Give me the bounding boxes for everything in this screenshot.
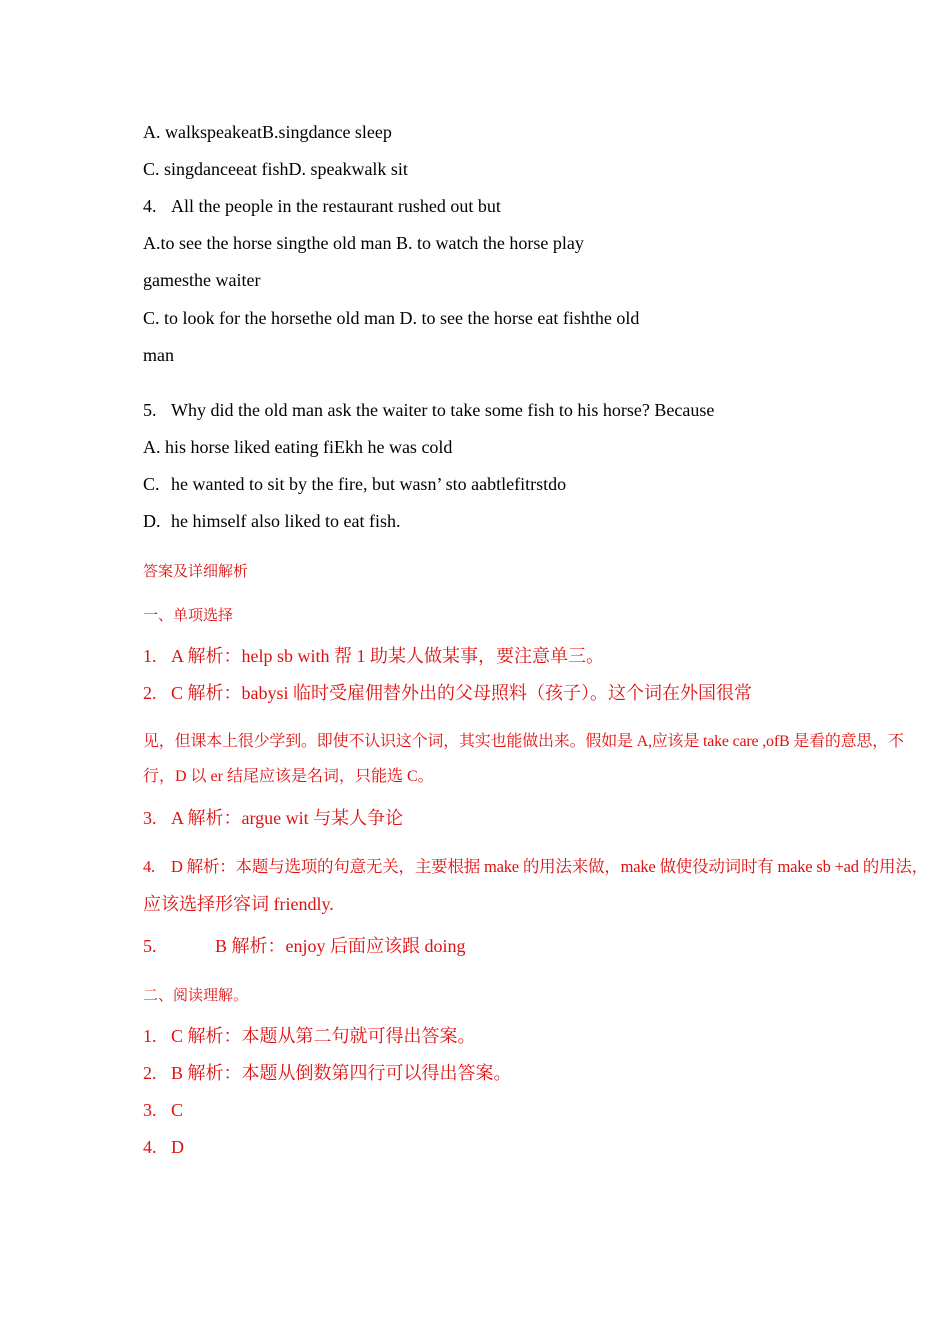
q5-option-a: A. his horse liked eating fiEkh he was cold — [143, 437, 453, 457]
answer-s1-3 — [143, 807, 403, 829]
q4-options-cd-line2: man — [143, 345, 174, 365]
q5-stem — [143, 399, 714, 421]
answer-text: C — [171, 1100, 184, 1120]
section2-heading: 二、阅读理解。 — [143, 988, 249, 1004]
q4-number: 4. — [143, 196, 157, 216]
q4-text: All the people in the restaurant rushed out but — [171, 196, 501, 216]
q5-number: 5. — [143, 400, 157, 420]
q5-text: Why did the old man ask the waiter to take some fish to his horse? Because — [171, 400, 715, 420]
q5-option-c-text: he wanted to sit by the fire, but wasn’ sto aabtlefitrstdo — [171, 474, 567, 494]
q4-options-ab-line2: gamesthe waiter — [143, 270, 261, 290]
q4-options-ab-line1: A.to see the horse singthe old man B. to watch the horse play — [143, 233, 584, 253]
answer-text: C 解析：babysi 临时受雇佣替外出的父母照料（孩子）。这个词在外国很常 — [171, 683, 752, 703]
answer-s2-4 — [143, 1136, 184, 1158]
answer-number: 2. — [143, 1063, 157, 1083]
q5-option-c-label: C. — [143, 474, 160, 494]
q5-option-d-text: he himself also liked to eat fish. — [171, 511, 401, 531]
answer-number: 5. — [143, 936, 157, 956]
answer-number: 4. — [143, 857, 155, 876]
section1-heading: 一、单项选择 — [143, 608, 234, 624]
answer-text: A 解析：help sb with 帮 1 助某人做某事，要注意单三。 — [171, 646, 605, 666]
answer-s1-5 — [143, 935, 466, 957]
answer-s1-4 — [143, 856, 928, 878]
answer-number: 2. — [143, 683, 157, 703]
q4-stem — [143, 195, 501, 217]
q3-options-ab: A. walkspeakeatB.singdance sleep — [143, 122, 392, 142]
answer-text: D 解析：本题与选项的句意无关，主要根据 make 的用法来做，make 做使役动词时有 make sb +ad 的用法， — [171, 857, 928, 876]
q5-option-d-label: D. — [143, 511, 161, 531]
answer-number: 3. — [143, 1100, 157, 1120]
q3-options-cd: C. singdanceeat fishD. speakwalk sit — [143, 159, 408, 179]
q5-option-d — [143, 510, 400, 532]
answer-number: 3. — [143, 808, 157, 828]
answer-s1-4-continued: 应该选择形容词 friendly. — [143, 894, 334, 914]
answer-text: A 解析：argue wit 与某人争论 — [171, 808, 404, 828]
answer-text: B 解析：本题从倒数第四行可以得出答案。 — [171, 1063, 512, 1083]
answer-s1-2-continued-1: 见，但课本上很少学到。即使不认识这个词，其实也能做出来。假如是 A,应该是 take care ,ofB 是看的意思，不 — [143, 733, 904, 750]
answer-s1-2 — [143, 682, 752, 704]
answer-text: D — [171, 1137, 184, 1157]
answer-text: C 解析：本题从第二句就可得出答案。 — [171, 1026, 476, 1046]
answer-number: 4. — [143, 1137, 157, 1157]
answer-s1-1 — [143, 645, 604, 667]
answer-number: 1. — [143, 646, 157, 666]
q4-options-cd-line1: C. to look for the horsethe old man D. to see the horse eat fishthe old — [143, 308, 640, 328]
q5-option-c — [143, 473, 566, 495]
answer-number: 1. — [143, 1026, 157, 1046]
answer-s2-2 — [143, 1062, 512, 1084]
answers-heading: 答案及详细解析 — [143, 564, 249, 580]
answer-s1-2-continued-2: 行，D 以 er 结尾应该是名词，只能选 C。 — [143, 768, 434, 785]
answer-text: B 解析：enjoy 后面应该跟 doing — [215, 936, 466, 956]
answer-s2-3 — [143, 1099, 183, 1121]
answer-s2-1 — [143, 1025, 476, 1047]
